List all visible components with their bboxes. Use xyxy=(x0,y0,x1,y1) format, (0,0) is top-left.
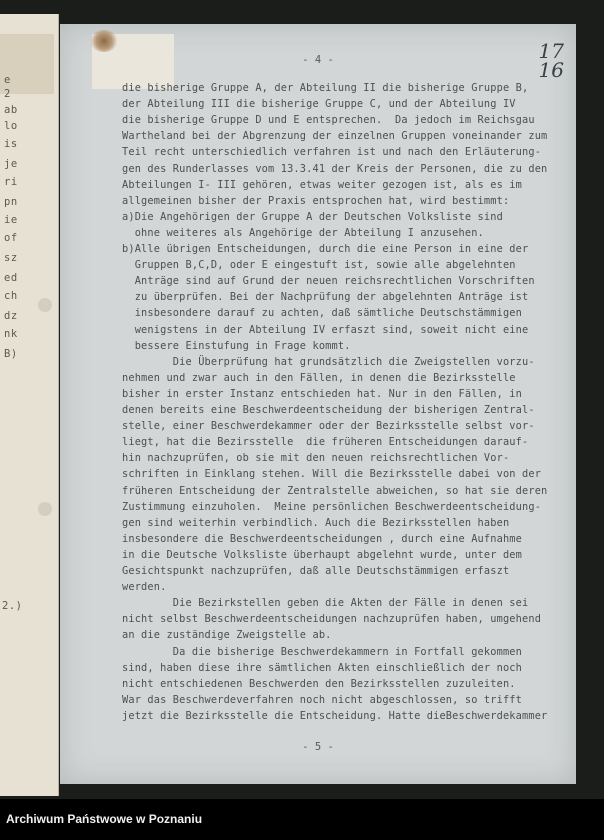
adjacent-page-fragment: ri xyxy=(4,176,18,188)
adjacent-page-fragment: sz xyxy=(4,252,18,264)
document-line: Abteilungen I- III gehören, etwas weiter gezogen ist, als es im xyxy=(122,178,523,191)
adjacent-page-fragment: 2.) xyxy=(2,600,23,612)
document-line: Gruppen B,C,D, oder E eingestuft ist, sowie alle abgelehnten xyxy=(122,259,516,272)
document-line: nicht entschiedenen Beschwerden den Bezirksstellen zuzuleiten. xyxy=(122,677,516,690)
adjacent-page-fragment: lo xyxy=(4,120,18,132)
punch-hole-shadow-bottom xyxy=(38,502,52,516)
document-line: a)Die Angehörigen der Gruppe A der Deutschen Volksliste sind xyxy=(122,210,503,223)
adjacent-page-fragment: dz xyxy=(4,310,18,322)
document-line: Die Überprüfung hat grundsätzlich die Zweigstellen vorzu- xyxy=(122,355,535,368)
document-line: allgemeinen bisher der Praxis entsprochen hat, wird bestimmt: xyxy=(122,194,510,207)
adjacent-page-fragment: of xyxy=(4,232,18,244)
document-line: denen bereits eine Beschwerdeentscheidung der bisherigen Zentral- xyxy=(122,404,535,416)
document-line: insbesondere die Beschwerdeentscheidungen , durch eine Aufnahme xyxy=(122,532,523,545)
document-line: Die Bezirkstellen geben die Akten der Fälle in denen sei xyxy=(122,597,529,610)
document-line: ohne weiteres als Angehörige der Abteilung I anzusehen. xyxy=(122,226,484,239)
document-line: gen sind weiterhin verbindlich. Auch die Bezirksstellen haben xyxy=(122,516,510,529)
document-line: Anträge sind auf Grund der neuen reichsrechtlichen Vorschriften xyxy=(122,275,535,288)
adjacent-page-fragment: is xyxy=(4,138,18,150)
adjacent-page-fragment: B) xyxy=(4,348,18,360)
document-line: der Abteilung III die bisherige Gruppe C, und der Abteilung IV xyxy=(122,98,516,111)
document-line: nehmen und zwar auch in den Fällen, in denen die Bezirksstelle xyxy=(122,371,516,384)
document-body xyxy=(60,24,576,784)
archive-footer xyxy=(0,799,604,840)
adjacent-page-fragment: ch xyxy=(4,290,18,302)
document-line: nicht selbst Beschwerdeentscheidungen nachzuprüfen haben, umgehend xyxy=(122,613,542,626)
document-line: sind, haben diese ihre sämtlichen Akten einschließlich der noch xyxy=(122,661,523,674)
document-line: zu überprüfen. Bei der Nachprüfung der abgelehnten Anträge ist xyxy=(122,291,529,304)
document-line: Wartheland bei der Abgrenzung der einzelnen Gruppen voneinander zum xyxy=(122,130,548,143)
document-line: wenigstens in der Abteilung IV erfaszt sind, soweit nicht eine xyxy=(122,323,529,336)
adjacent-page-fragment: ed xyxy=(4,272,18,284)
document-line: b)Alle übrigen Entscheidungen, durch die eine Person in eine der xyxy=(122,243,529,255)
document-line: jetzt die Bezirksstelle die Entscheidung. Hatte dieBeschwerdekammer xyxy=(122,709,548,722)
adjacent-page-fragment: ie xyxy=(4,214,18,226)
document-line: Gesichtspunkt nachzuprüfen, daß alle Deutschstämmigen erfaszt xyxy=(122,565,510,577)
adjacent-page-fragment: je xyxy=(4,158,18,170)
archive-label: Archiwum Państwowe w Poznaniu xyxy=(6,812,203,826)
document-line: hin nachzuprüfen, ob sie mit den neuen reichsrechtlichen Vor- xyxy=(122,452,510,465)
document-line: Zustimmung einzuholen. Meine persönlichen Beschwerdeentscheidung- xyxy=(122,500,542,513)
document-sheet xyxy=(60,24,576,784)
document-line: die bisherige Gruppe D und E entsprechen. Da jedoch im Reichsgau xyxy=(122,114,535,127)
folio-number-bottom: 16 xyxy=(538,58,564,82)
document-line: insbesondere darauf zu achten, daß sämtliche Deutschstämmigen xyxy=(122,307,523,320)
previous-page-edge xyxy=(0,14,59,796)
document-line: liegt, hat die Bezirsstelle die früheren Entscheidungen darauf- xyxy=(122,436,529,449)
document-line: an die zuständige Zweigstelle ab. xyxy=(122,629,332,642)
document-line: gen des Runderlasses vom 13.3.41 der Kreis der Personen, die zu den xyxy=(122,162,548,175)
document-line: bessere Einstufung in Frage kommt. xyxy=(122,339,351,352)
adjacent-page-fragment: pn xyxy=(4,196,18,208)
document-line: Teil recht unterschiedlich verfahren ist und nach den Erläuterung- xyxy=(122,146,542,159)
document-line: schriften in Einklang stehen. Will die Bezirksstelle dabei von der xyxy=(122,468,542,481)
adjacent-page-fragment: nk xyxy=(4,328,18,340)
document-line: in die Deutsche Volksliste überhaupt abgelehnt wurde, unter dem xyxy=(122,548,523,561)
page-number-top: - 4 - xyxy=(302,54,334,66)
adjacent-page-fragment: e xyxy=(4,74,11,86)
adjacent-page-fragment: ab xyxy=(4,104,18,116)
document-line: bisher in erster Instanz entschieden hat. Nur in den Fällen, in xyxy=(122,387,523,400)
page-number-bottom: - 5 - xyxy=(302,741,334,753)
document-line: früheren Entscheidung der Zentralstelle abweichen, so hat sie deren xyxy=(122,484,548,497)
punch-hole-shadow-top xyxy=(38,298,52,312)
document-line: War das Beschwerdeverfahren noch nicht abgeschlossen, so trifft xyxy=(122,693,523,706)
document-line: die bisherige Gruppe A, der Abteilung II die bisherige Gruppe B, xyxy=(122,82,529,94)
document-line: stelle, einer Beschwerdekammer oder der Bezirksstelle selbst vor- xyxy=(122,420,535,433)
folio-number-top: 17 xyxy=(538,39,564,63)
document-line: Da die bisherige Beschwerdekammern in Fortfall gekommen xyxy=(122,645,523,658)
document-line: werden. xyxy=(122,581,167,594)
adjacent-page-fragment: 2 xyxy=(4,88,11,100)
